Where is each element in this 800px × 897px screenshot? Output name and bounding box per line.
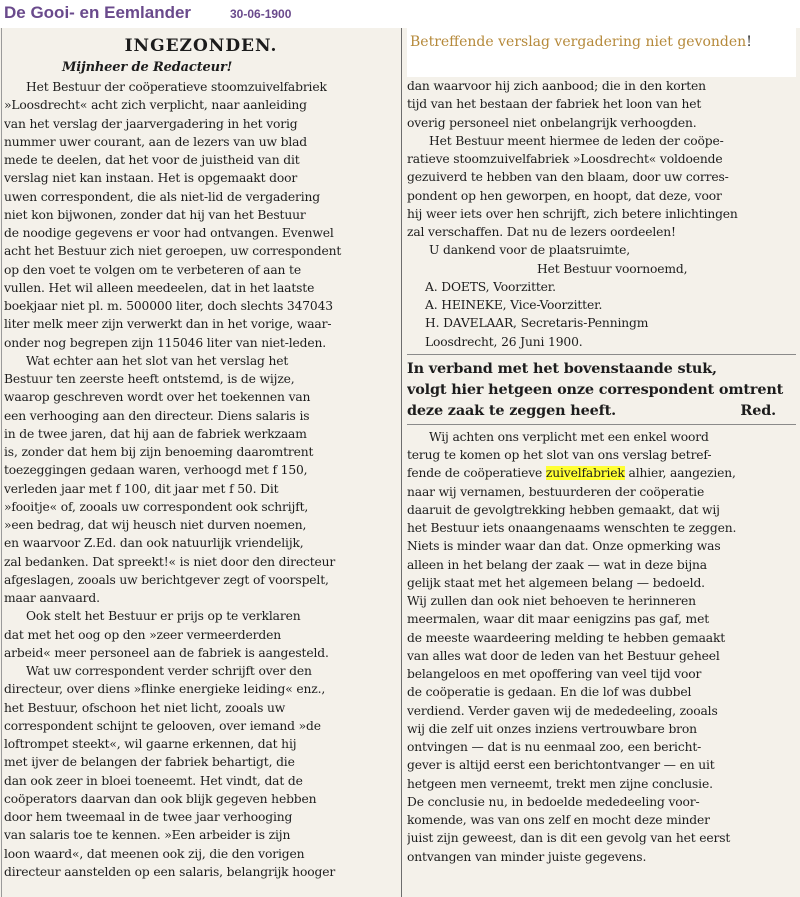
left-text-line: nummer uwer courant, aan de lezers van uw blad	[4, 134, 308, 149]
left-text-line: waarop geschreven wordt over het toekennen van	[4, 390, 311, 405]
place-date: Loosdrecht, 26 Juni 1900.	[425, 334, 583, 349]
right-text-line: Het Bestuur meent hiermee de leden der coöpe-	[429, 133, 724, 148]
left-text-line: mede te deelen, dat het voor de juistheid van dit	[4, 153, 300, 167]
article-heading: INGEZONDEN.	[124, 36, 278, 56]
missing-note-bang: !	[746, 34, 752, 50]
reply-line: van alles wat door de leden van het Bestuur geheel	[407, 648, 720, 663]
reply-line: het Bestuur iets onaangenaams wenschten te zeggen.	[407, 521, 737, 535]
right-text-line: ratieve stoomzuivelfabriek »Loosdrecht« voldoende	[407, 152, 723, 166]
reply-line: gever is altijd eerst een berichtontvanger — en uit	[407, 758, 715, 773]
right-text-line: hij weer iets over hen schrijft, zich betere inlichtingen	[407, 206, 738, 221]
left-text-line: Ook stelt het Bestuur er prijs op te verklaren	[26, 609, 301, 624]
left-text-line: Wat uw correspondent verder schrijft over den	[26, 664, 312, 678]
signatory-line: A. DOETS, Voorzitter.	[425, 279, 556, 294]
left-text-line: afgeslagen, zooals uw berichtgever zegt of voorspelt,	[4, 572, 329, 587]
left-text-line: in de twee jaren, dat hij aan de fabriek werkzaam	[4, 426, 307, 441]
left-text-line: loon waard«, dat meenen ook zij, die den vorigen	[4, 846, 305, 861]
separator-rule-2	[407, 424, 796, 425]
column-border-left	[1, 28, 2, 897]
left-text-line: acht het Bestuur zich niet geroepen, uw correspondent	[4, 244, 342, 259]
left-text-line: dat met het oog op den »zeer vermeerderden	[4, 627, 281, 642]
editor-note	[407, 358, 796, 421]
left-text-line: Wat echter aan het slot van het verslag het	[26, 353, 289, 368]
masthead-bar	[0, 0, 800, 28]
left-text-line: de noodige gegevens er voor had ontvangen. Evenwel	[4, 226, 334, 240]
signature-heading: Het Bestuur voornoemd,	[537, 261, 688, 276]
left-text-line: verleden jaar met f 100, dit jaar met f 50. Dit	[4, 481, 279, 496]
left-text-line: zal bedanken. Dat spreekt!« is niet door den directeur	[4, 554, 336, 569]
reply-text-b	[407, 483, 796, 866]
left-text-line: loftrompet steekt«, wil gaarne erkennen, dat hij	[4, 737, 297, 751]
right-text-line: U dankend voor de plaatsruimte,	[429, 243, 631, 258]
editor-signature: Red.	[740, 401, 776, 419]
left-text-line: onder nog begrepen zijn 115046 liter van niet-leden.	[4, 335, 327, 350]
right-column	[407, 28, 796, 897]
left-text-line: Bestuur ten zeerste heeft ontstemd, is de wijze,	[4, 372, 295, 386]
reply-line: komende, was van ons zelf en mocht deze minder	[407, 813, 710, 827]
reply-line: juist zijn geweest, dan is dit een gevolg van het eerst	[407, 831, 731, 846]
reply-line: ontvangen van minder juiste gegevens.	[407, 849, 647, 864]
right-column-body	[407, 77, 796, 866]
left-text-line: directeur aanstelden op een salaris, belangrijk hooger	[4, 864, 336, 879]
reply-line: ontvingen — dat is nu eenmaal zoo, een bericht-	[407, 740, 702, 754]
reply-line: naar wij vernamen, bestuurderen der coöperatie	[407, 484, 705, 499]
reply-line: gelijk staat met het algemeen belang — bedoeld.	[407, 575, 705, 590]
left-text-line: vullen. Het wil alleen meedeelen, dat in het laatste	[4, 280, 315, 295]
separator-rule	[407, 354, 796, 355]
right-text-line: zal verschaffen. Dat nu de lezers oordeelen!	[407, 225, 676, 239]
reply-highlight-line	[407, 464, 796, 482]
reply-line: belangeloos en met opoffering van veel tijd voor	[407, 667, 702, 681]
left-text-line: verslag niet kan instaan. Het is opgemaakt door	[4, 171, 298, 186]
reply-line: daaruit de gevolgtrekking hebben gemaakt, dat wij	[407, 502, 720, 517]
salutation: Mijnheer de Redacteur!	[62, 60, 233, 75]
reply-line: De conclusie nu, in bedoelde mededeeling voor-	[407, 794, 700, 809]
left-text-line: een verhooging aan den directeur. Diens salaris is	[4, 408, 310, 423]
reply-line: verdiend. Verder gaven wij de mededeeling, zooals	[407, 703, 718, 718]
left-text-line: niet kon bijwonen, zonder dat hij van het Bestuur	[4, 207, 306, 222]
left-column-text	[4, 78, 398, 881]
left-text-line: met ijver de belangen der fabriek behartigt, die	[4, 755, 295, 770]
signatory-line: H. DAVELAAR, Secretaris-Penningm	[425, 316, 649, 331]
left-text-line: toezeggingen gedaan waren, verhoogd met f 150,	[4, 463, 308, 478]
left-text-line: is, zonder dat hem bij zijn benoeming daaromtrent	[4, 445, 314, 459]
left-text-line: liter melk meer zijn verwerkt dan in het vorige, waar-	[4, 317, 332, 332]
reply-line: de meeste waardeering melding te hebben gemaakt	[407, 630, 726, 645]
reply-line: Niets is minder waar dan dat. Onze opmerking was	[407, 539, 721, 554]
left-text-line: het Bestuur, ofschoon het niet licht, zooals uw	[4, 700, 286, 715]
reply-text-a	[407, 428, 796, 465]
reply-line: hetgeen men verneemt, trekt men zijne conclusie.	[407, 776, 713, 791]
missing-note-text: Betreffende verslag vergadering niet gevonden	[410, 34, 747, 50]
reply-line: Wij achten ons verplicht met een enkel woord	[429, 429, 709, 444]
letter-continuation	[407, 77, 796, 260]
right-text-line: tijd van het bestaan der fabriek het loon van het	[407, 97, 702, 112]
left-text-line: Het Bestuur der coöperatieve stoomzuivelfabriek	[26, 80, 327, 94]
reply-line: Wij zullen dan ook niet behoeven te herinneren	[407, 594, 696, 608]
editor-note-line: volgt hier hetgeen onze correspondent omtrent	[407, 380, 784, 398]
signatory-line: A. HEINEKE, Vice-Voorzitter.	[425, 298, 603, 312]
reply-line: terug te komen op het slot van ons verslag betref-	[407, 448, 712, 462]
right-text-line: gezuiverd te hebben van den blaam, door uw corres-	[407, 170, 729, 185]
left-text-line: »fooitje« of, zooals uw correspondent ook schrijft,	[4, 499, 309, 514]
left-text-line: correspondent schijnt te gelooven, over iemand »de	[4, 718, 321, 733]
right-text-line: dan waarvoor hij zich aanbood; die in den korten	[407, 79, 706, 93]
left-text-line: van salaris toe te kennen. »Een arbeider is zijn	[4, 828, 291, 843]
left-text-line: arbeid« meer personeel aan de fabriek is aangesteld.	[4, 645, 329, 660]
editor-note-line: deze zaak te zeggen heeft.	[407, 401, 616, 419]
right-text-line: overig personeel niet onbelangrijk verhoogden.	[407, 115, 697, 130]
reply-line: de coöperatie is gedaan. En die lof was dubbel	[407, 685, 692, 700]
reply-line: alleen in het belang der zaak — wat in deze bijna	[407, 557, 707, 572]
reply-post: alhier, aangezien,	[624, 466, 736, 481]
left-text-line: directeur, over diens »flinke energieke leiding« enz.,	[4, 682, 326, 697]
left-text-line: op den voet te volgen om te verbeteren of aan te	[4, 262, 301, 277]
left-text-line: maar aanvaard.	[4, 591, 100, 605]
signatories	[407, 278, 796, 333]
left-text-line: dan ook zeer in bloei toeneemt. Het vindt, dat de	[4, 773, 303, 788]
left-text-line: »een bedrag, dat wij heusch niet durven noemen,	[4, 518, 307, 532]
reply-line: wij die zelf uit onzes inziens vertrouwbare bron	[407, 721, 697, 736]
left-text-line: »Loosdrecht« acht zich verplicht, naar aanleiding	[4, 98, 307, 113]
publication-date: 30-06-1900	[230, 7, 292, 21]
newspaper-scan	[0, 28, 800, 897]
reply-pre: fende de coöperatieve	[407, 466, 546, 481]
column-divider	[401, 28, 402, 897]
left-text-line: boekjaar niet pl. m. 500000 liter, doch slechts 347043	[4, 299, 333, 313]
right-text-line: pondent op hen geworpen, en hoopt, dat deze, voor	[407, 188, 722, 203]
editor-note-line: In verband met het bovenstaande stuk,	[407, 359, 717, 377]
left-text-line: coöperators daarvan dan ook blijk gegeven hebben	[4, 791, 317, 806]
reply-line: meermalen, waar dit maar eenigzins pas gaf, met	[407, 612, 709, 627]
left-text-line: van het verslag der jaarvergadering in het vorig	[4, 116, 298, 131]
newspaper-title: De Gooi- en Eemlander	[4, 3, 192, 22]
left-text-line: en waarvoor Z.Ed. dan ook natuurlijk vriendelijk,	[4, 536, 304, 551]
left-text-line: uwen correspondent, die als niet-lid de vergadering	[4, 189, 321, 204]
search-highlight: zuivelfabriek	[545, 466, 625, 481]
left-text-line: door hem tweemaal in de twee jaar verhooging	[4, 810, 293, 824]
left-column	[4, 28, 398, 897]
missing-report-note	[410, 34, 752, 50]
